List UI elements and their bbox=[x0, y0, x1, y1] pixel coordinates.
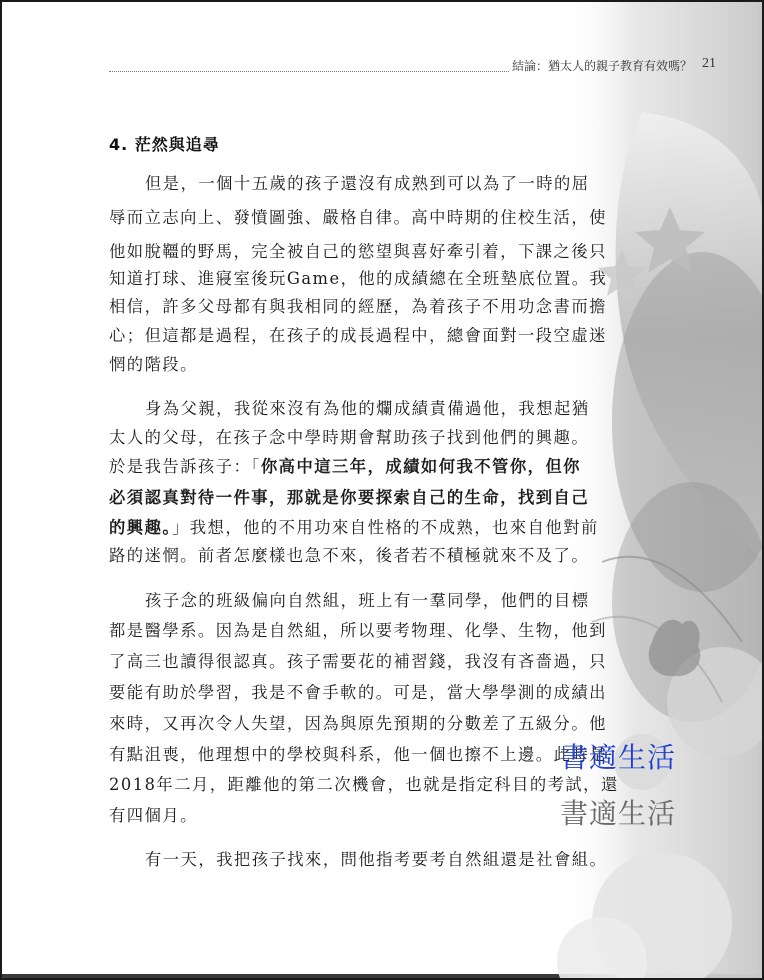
paragraph-line: 太人的父母，在孩子念中學時期會幫助孩子找到他們的興趣。 bbox=[109, 428, 590, 447]
paragraph-line: 有一天，我把孩子找來，問他指考要考自然組還是社會組。 bbox=[145, 850, 608, 869]
paragraph-line: 他如脫韁的野馬，完全被自己的慾望與喜好牽引着，下課之後只 bbox=[109, 242, 607, 261]
paragraph-line: 惘的階段。 bbox=[109, 355, 198, 374]
paragraph-line bbox=[109, 516, 599, 540]
paragraph-line: 都是醫學系。因為是自然組，所以要考物理、化學、生物，他到 bbox=[109, 621, 607, 640]
paragraph-line: 知道打球、進寢室後玩Game，他的成績總在全班墊底位置。我 bbox=[109, 269, 608, 288]
paragraph-line: 但是，一個十五歲的孩子還沒有成熟到可以為了一時的屈 bbox=[145, 174, 590, 193]
paragraph-line: 有點沮喪，他理想中的學校與科系，他一個也擦不上邊。此時是 bbox=[109, 745, 607, 764]
page-number: 21 bbox=[702, 56, 716, 71]
paragraph-line: 要能有助於學習，我是不會手軟的。可是，當大學學測的成績出 bbox=[109, 683, 607, 702]
paragraph-line: 路的迷惘。前者怎麼樣也急不來，後者若不積極就來不及了。 bbox=[109, 546, 590, 565]
paragraph-line: 了高三也讀得很認真。孩子需要花的補習錢，我沒有吝嗇過，只 bbox=[109, 652, 607, 671]
paragraph-text: 」我想，他的不用功來自性格的不成熟，也來自他對前 bbox=[171, 518, 599, 537]
paragraph-line bbox=[109, 455, 581, 479]
section-heading: 4. 茫然與追尋 bbox=[109, 135, 220, 154]
paragraph-line: 心；但這都是過程，在孩子的成長過程中，總會面對一段空虛迷 bbox=[109, 326, 607, 345]
paragraph-line: 孩子念的班級偏向自然組，班上有一羣同學，他們的目標 bbox=[145, 591, 590, 610]
paragraph-line: 辱而立志向上、發憤圖強、嚴格自律。高中時期的住校生活，使 bbox=[109, 208, 607, 227]
paragraph-line: 身為父親，我從來沒有為他的爛成績責備過他，我想起猶 bbox=[145, 399, 590, 418]
quote-open-text: 於是我告訴孩子：「 bbox=[109, 457, 261, 476]
paragraph-line: 2018年二月，距離他的第二次機會，也就是指定科目的考試，還 bbox=[109, 775, 619, 794]
watermark-blue: 書適生活 bbox=[560, 741, 677, 774]
paragraph-line: 有四個月。 bbox=[109, 806, 198, 825]
paragraph-line: 相信，許多父母都有與我相同的經歷，為着孩子不用功念書而擔 bbox=[109, 297, 607, 316]
emphasis-quote-text: 你高中這三年，成績如何我不管你，但你 bbox=[260, 457, 581, 476]
paragraph-line: 來時，又再次令人失望，因為與原先預期的分數差了五級分。他 bbox=[109, 714, 607, 733]
emphasis-quote-line: 必須認真對待一件事，那就是你要探索自己的生命，找到自己 bbox=[109, 488, 590, 507]
running-header-title: 結論：猶太人的親子教育有效嗎？ bbox=[512, 59, 693, 73]
header-dotted-rule bbox=[109, 71, 509, 72]
watermark-gray: 書適生活 bbox=[560, 797, 677, 830]
emphasis-quote-text: 的興趣。 bbox=[109, 518, 172, 537]
